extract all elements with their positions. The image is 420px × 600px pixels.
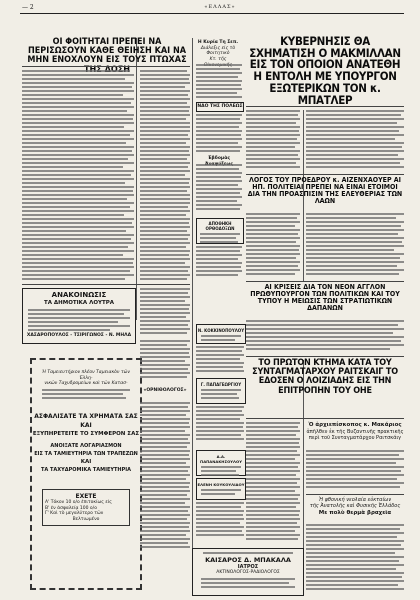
middle-box-1 — [196, 102, 244, 112]
bank-ad-line1: ΑΣΦΑΛΙΣΑΤΕ ΤΑ ΧΡΗΜΑΤΑ ΣΑΣ — [34, 412, 138, 420]
bank-ad-box-line2: Β' ἐν ἀσφαλείᾳ 100 ο/ο — [45, 505, 97, 511]
left-narrow-body — [140, 288, 190, 336]
mid-box-c — [196, 450, 246, 476]
announcements-body — [28, 309, 130, 331]
right-sub2-body — [306, 524, 404, 594]
mid-lower-body-2 — [196, 346, 244, 376]
mid-box-b-label: Γ. ΠΑΠΑΓΕΩΡΓΙΟΥ — [200, 382, 242, 387]
bank-ad-line5: ΕΙΣ ΤΑ ΤΑΜΙΕΥΤΗΡΙΑ ΤΩΝ ΤΡΑΠΕΖΩΝ — [34, 450, 138, 457]
mid-box-a-label: Ν. ΚΟΚΚΙΝΟΠΟΥΛΟΥ — [197, 328, 245, 333]
bank-ad-line6: ΚΑΙ — [80, 458, 92, 465]
mid-box-d-body — [201, 489, 241, 495]
left-top-body-col2 — [140, 70, 190, 282]
middle-kicker — [196, 40, 240, 62]
page-marker: — 2 — [22, 4, 34, 11]
right-sub-line2: ἀπῆλθεν ἐκ τῆς Βυζαντινῆς πρακτικῆς — [306, 428, 404, 435]
bank-ad — [30, 358, 142, 590]
rule — [246, 106, 404, 107]
column-separator — [192, 38, 193, 594]
right-sub2-line3: Με πολὺ θερμὰ βραχεῖα — [318, 509, 392, 516]
mid-lower-body-4 — [140, 402, 190, 552]
bank-ad-line4: ΑΝΟΙΞΑΤΕ ΛΟΓΑΡΙΑΣΜΟΝ — [50, 442, 122, 449]
right-sub-line1: Ὁ ἀρχιεπίσκοπος κ. Μακάριος — [308, 422, 402, 428]
rule — [22, 284, 190, 285]
right-sub2-line1: Ἡ φθονική νεολαία εὐκταίων — [318, 497, 392, 503]
mid-box-b — [196, 378, 246, 404]
mid-box-d — [196, 478, 246, 500]
header-rule — [20, 13, 404, 14]
bank-ad-intro2: νικῶν Ταχυδρομείων καὶ τῶν Κατασ- — [44, 381, 128, 387]
announcements-box — [22, 288, 136, 344]
mid-box-d-label: ΕΛΕΝΗ ΚΟΥΚΟΥΛΙΔΟΥ — [197, 482, 245, 487]
right-big-body-col1-end — [246, 546, 300, 594]
middle-body-1 — [196, 64, 242, 100]
rule — [306, 494, 404, 495]
middle-body-2 — [196, 114, 242, 154]
announcements-title: ΑΝΑΚΟΙΝΩΣΙΣ — [51, 291, 107, 299]
mid-box-a-body — [201, 335, 241, 341]
left-top-headline-block — [22, 38, 192, 64]
announcements-subtitle: ΤΑ ΔΗΜΟΤΙΚΑ ΛΟΥΤΡΑ — [43, 300, 115, 306]
right-mid2-headline: ΑΙ ΚΡΙΣΕΙΣ ΔΙΑ ΤΟΝ ΝΕΟΝ ΑΓΓΛΟΝ ΠΡΩΘΥΠΟΥΡΓΟΝ ΤΩΝ ΠΟΛΙΤΙΚΩΝ ΚΑΙ ΤΟΥ ΤΥΠΟΥ Η ΜΕΙΩΣΙΣ ΤΩΝ ΣΤΡΑΤΙΩΤΙΚΩΝ ΔΑΠΑΝΩΝ — [250, 283, 400, 313]
bank-ad-box-title: ΕΧΕΤΕ — [75, 492, 97, 500]
right-sub2-line2: τῆς Ἀνατολῆς καὶ Φυσικῆς Ἑλλάδος — [309, 503, 401, 510]
right-mid1-headline-block — [246, 177, 404, 211]
doctor-ad-title: ΙΑΤΡΟΣ — [237, 564, 259, 570]
middle-box-3 — [196, 218, 244, 244]
mid-lower-body-3 — [196, 406, 244, 446]
left-top-headline: ΟΙ ΦΟΙΤΗΤΑΙ ΠΡΕΠΕΙ ΝΑ ΠΕΡΙΣΩΣΟΥΝ ΚΑΘΕ ΘΕΙΗΣΗ ΚΑΙ ΝΑ ΜΗΝ ΕΝΟΧΛΟΥΝ ΕΙΣ ΤΟΥΣ ΠΤΩΧΑΣ — [27, 37, 187, 66]
ornithologist-heading — [140, 388, 190, 400]
right-mid2-body — [246, 320, 404, 354]
bank-ad-line3: ΕΞΥΠΗΡΕΤΕΙΤΕ ΤΟ ΣΥΜΦΕΡΟΝ ΣΑΣ — [32, 430, 140, 437]
right-big-headline-block — [246, 359, 404, 417]
mid-lower-body-1 — [140, 340, 190, 384]
right-top-headline-block — [246, 34, 404, 107]
right-top-body-col1 — [246, 110, 300, 172]
bank-ad-line7: ΤΑ ΤΑΧΥΔΡΟΜΙΚΑ ΤΑΜΙΕΥΤΗΡΙΑ — [40, 466, 132, 473]
rule — [246, 174, 404, 175]
bank-ad-box-line4: Βελτιωμένο — [72, 516, 100, 522]
right-sub2-heading — [306, 497, 404, 523]
right-big-headline: ΤΟ ΠΡΩΤΟΝ ΚΤΗΜΑ ΚΑΤΑ ΤΟΥ ΣΥΝΤΑΓΜΑΤΑΡΧΟΥ ΡΑΙΤΣΚΑΙΓ ΤΟ ΕΔΟΣΕΝ Ο ΛΟΙΖΙΑΔΗΣ ΕΙΣ ΤΗΝ ΕΠΙΤΡΟΠΗΝ ΤΟΥ ΟΗΕ — [252, 358, 398, 396]
middle-box-1-label: ΝΑΟ ΤΗΣ ΠΟΛΕΩΣ — [197, 104, 243, 109]
right-top-headline: ΚΥΒΕΡΝΗΣΙΣ ΘΑ ΣΧΗΜΑΤΙΣΗ Ο ΜΑΚΜΙΛΛΑΝ ΕΙΣ ΤΟΝ ΟΠΟΙΟΝ ΑΝΑΤΕΘΗ Η ΕΝΤΟΛΗ ΜΕ ΥΠΟΥΡΓΟΝ ΕΞΩΤΕΡΙΚΩΝ ΤΟΝ κ. ΜΠΑΤΛΕΡ — [249, 34, 401, 107]
middle-kicker-line1: Η Κυρία Τη Σεπ. — [197, 40, 239, 45]
bank-ad-benefits-box — [42, 489, 130, 527]
right-sub-heading — [306, 422, 404, 450]
middle-body-4 — [196, 246, 242, 282]
bank-ad-line2: ΚΑΙ — [80, 421, 92, 429]
bank-ad-box-line3: Γ' Καὶ τὸ μεγαλύτερο τῶν — [45, 511, 104, 517]
middle-box-3-body — [200, 233, 240, 243]
middle-box-3-label: ΑΠΟΘΗΚΗ ΟΡΘΟΔΟΞΩΝ — [205, 221, 235, 231]
middle-kicker-line3: Κτ. τῆς — [209, 56, 227, 62]
mid-box-a — [196, 324, 246, 344]
bank-ad-intro-body — [42, 389, 130, 399]
bank-ad-box-line1: Α' Τόκον 10 ο/ο ἐπιτοκίως εἰς — [45, 499, 112, 505]
right-mid2-headline-block — [246, 284, 404, 318]
middle-box-2-label: Ἐβδομὰς — [207, 156, 231, 161]
left-top-body-col1 — [22, 70, 134, 282]
right-sub-line3: περὶ τοῦ Συνταγματάρχου Ραιτσκάιγ — [308, 435, 402, 442]
rule — [246, 356, 404, 357]
middle-body-3 — [196, 164, 242, 214]
right-mid1-headline: ΛΟΓΟΣ ΤΟΥ ΠΡΟΕΔΡΟΥ κ. ΑΙΖΕΝΧΑΟΥΕΡ ΑΙ ΗΠ. ΠΟΛΙΤΕΙΑΙ ΠΡΕΠΕΙ ΝΑ ΕΙΝΑΙ ΕΤΟΙΜΟΙ ΔΙΑ ΤΗΝ ΠΡΟΑΣΠΙΣΙΝ ΤΗΣ ΕΛΕΥΘΕΡΙΑΣ ΤΩΝ ΛΑΩΝ — [247, 176, 403, 206]
mid-box-b-body — [201, 389, 241, 399]
mid-box-c-label: Δ.Α. ΠΑΠΑΝΑΚΗΣΟΥΛΟΥ — [200, 454, 242, 464]
bank-ad-intro1: Ἡ Ταμειευτήριον πλέον Ταμειακὸν τῶν Ἐλλη- — [42, 370, 130, 381]
doctor-ad-subtitle: ΑΚΤΙΝΟΛΟΓΟΣ-ΡΑΔΙΟΛΟΓΟΣ — [216, 570, 280, 575]
middle-kicker-line2: Διάλεξις εἰς τὸ Φοιτητικὸ — [200, 45, 236, 57]
rule — [246, 418, 404, 419]
rule — [246, 281, 404, 282]
doctor-ad-name: ΚΑΙΣΑΡΟΣ Δ. ΜΠΑΚΑΛΑ — [205, 556, 291, 564]
column-separator — [136, 38, 137, 320]
rule — [22, 66, 190, 67]
right-mid1-body-col2 — [306, 213, 404, 279]
announcements-footer: ΧΑΣΑΡΟΠΟΥΛΟΣ - ΤΣΙΡΙΓΩΝΟΣ - Ν. ΜΗΛΑ — [26, 333, 132, 338]
paper-name: «ΕΛΛΑΣ» — [204, 4, 236, 10]
right-mid1-body-col1 — [246, 213, 300, 279]
mid-lower-body-5 — [196, 502, 244, 542]
right-sub-body — [306, 450, 404, 492]
right-big-body-col1 — [246, 422, 300, 542]
ornithologist-title: «ΟΡΝΙΘΟΛΟΓΟΣ» — [143, 388, 187, 393]
mid-box-c-body — [201, 466, 241, 476]
right-top-body-col2 — [306, 110, 404, 172]
